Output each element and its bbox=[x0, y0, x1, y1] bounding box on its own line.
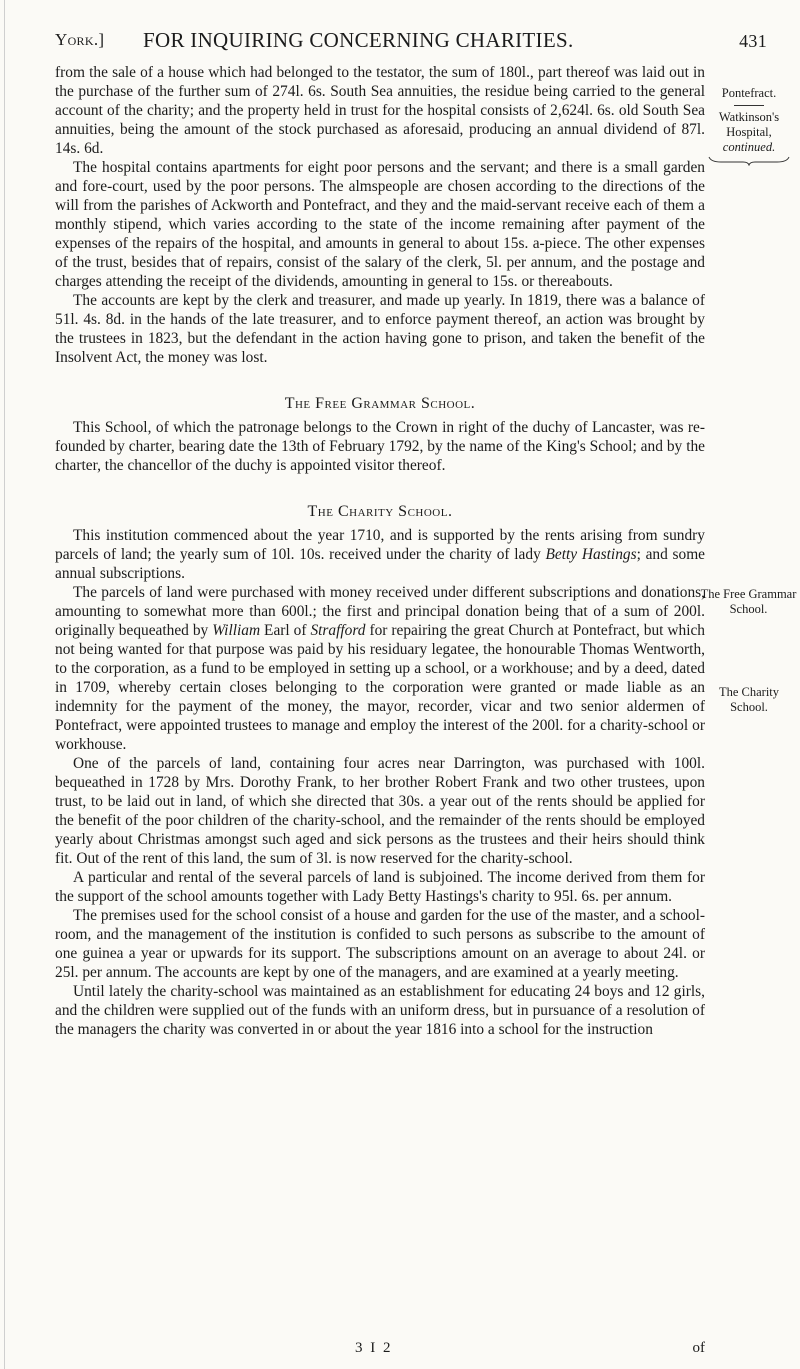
paragraph-dividend: from the sale of a house which had belonged to the testator, the sum of 180l., part thereof was laid out in the purchase of the further sum of 274l. 6s. South Sea annuities, the residue being carried to the general account of the charity; and the property held in trust for the hospital consists of 2,624l. 6s. old South Sea annuities, being the amount of the stock purchased as aforesaid, producing an annual dividend of 87l. 14s. 6d. bbox=[55, 64, 705, 157]
paragraph-land-parcels bbox=[55, 583, 705, 754]
section-heading-charity-school: The Charity School. bbox=[307, 503, 453, 520]
margin-note-free-grammar: The Free Grammar School. bbox=[700, 587, 797, 616]
section-heading-free-grammar: The Free Grammar School. bbox=[284, 395, 476, 412]
page-number: 431 bbox=[739, 31, 767, 51]
brace-icon bbox=[707, 156, 791, 166]
running-header bbox=[55, 28, 767, 52]
paragraph-uniform: Until lately the charity-school was maintained as an establishment for educating 24 boys and 12 girls, and the children were supplied out of the funds with an uniform dress, but in pursuance of a resolution of the managers the charity was converted in or about the year 1816 into a school for the instruction bbox=[55, 983, 705, 1038]
paragraph-hospital: The hospital contains apartments for eight poor persons and the servant; and there is a small garden and fore-court, used by the poor persons. The almspeople are chosen according to the directions of the will from the parishes of Ackworth and Pontefract, and they and the maid-servant receive each of them a monthly stipend, which varies according to the state of the income remaining after payment of the expenses of the repairs of the hospital, and amounts in general to about 15s. a-piece. The other expenses of the trust, besides that of repairs, consist of the salary of the clerk, 5l. per annum, and the postage and charges attending the receipt of the dividends, amounting in general to 15s. or thereabouts. bbox=[55, 159, 705, 290]
paragraph-free-grammar: This School, of which the patronage belongs to the Crown in right of the duchy of Lancaster, was re-founded by charter, bearing date the 13th of February 1792, by the name of the King's School; and by the charter, the chancellor of the duchy is appointed visitor thereof. bbox=[55, 419, 705, 474]
text-run: This institution commenced about the year 1710, and is supported by the rents arising from sundry parcels of land; the yearly sum of 10l. 10s. received under the charity of lady bbox=[55, 527, 705, 563]
header-title: FOR INQUIRING CONCERNING CHARITIES. bbox=[143, 28, 574, 52]
signature-mark: 3 I 2 bbox=[355, 1340, 393, 1356]
margin-watkinson-2: Hospital, bbox=[726, 125, 772, 139]
margin-pontefract: Pontefract. bbox=[721, 86, 777, 100]
paragraph-rental: A particular and rental of the several parcels of land is subjoined. The income derived from them for the support of the school amounts together with Lady Betty Hastings's charity to 95l. 6s. per annum. bbox=[55, 869, 705, 905]
paragraph-premises: The premises used for the school consist of a house and garden for the use of the master, and a school-room, and the management of the institution is confided to such persons as subscribe to the amount of one guinea a year or upwards for its support. The subscriptions amount on an average to about 24l. or 25l. per annum. The accounts are kept by one of the managers, and are examined at a yearly meeting. bbox=[55, 907, 705, 981]
text-run: Earl of bbox=[260, 622, 311, 639]
margin-watkinson-3: continued. bbox=[722, 140, 776, 154]
text-run: The parcels of land were purchased with money received under different subscriptions and donations, amounting to somewhat more than 600l.; the first and principal donation being that of a sum of 200l. originally bequeathed by bbox=[55, 584, 705, 639]
italic-name: Strafford bbox=[310, 622, 366, 639]
margin-note-charity-school: The Charity School. bbox=[718, 685, 780, 714]
page-footer bbox=[55, 1340, 705, 1360]
binding-edge bbox=[4, 0, 5, 1369]
paragraph-accounts: The accounts are kept by the clerk and treasurer, and made up yearly. In 1819, there was a balance of 51l. 4s. 8d. in the hands of the late treasurer, and to enforce payment thereof, an action was brought by the trustees in 1823, but the defendant in the action having gone to prison, and taken the benefit of the Insolvent Act, the money was lost. bbox=[55, 292, 705, 366]
italic-name: Betty Hastings bbox=[545, 546, 637, 563]
paragraph-darrington: One of the parcels of land, containing four acres near Darrington, was purchased with 100l. bequeathed in 1728 by Mrs. Dorothy Frank, to her brother Robert Frank and two other trustees, upon trust, to be laid out in land, of which she directed that 30s. a year out of the rents should be applied for the benefit of the poor children of the charity-school, and the remainder of the rents should be employed yearly about Christmas amongst such aged and sick persons as the trustees and their heirs should think fit. Out of the rent of this land, the sum of 3l. is now reserved for the charity-school. bbox=[55, 755, 705, 867]
margin-divider bbox=[734, 105, 764, 106]
italic-name: William bbox=[212, 622, 261, 639]
text-run: for repairing the great Church at Pontefract, but which not being wanted for that purpose was paid by his residuary legatee, the honourable Thomas Wentworth, to the corporation, as a fund to be employed in setting up a school, or a workhouse; and by a deed, dated in 1709, whereby certain closes belonging to the corporation were granted or made liable as an indemnity for the payment of the money, the mayor, recorder, vicar and two senior aldermen of Pontefract, were appointed trustees to manage and employ the interest of the 200l. for a charity-school or workhouse. bbox=[55, 622, 705, 753]
paragraph-charity-origin bbox=[55, 526, 705, 583]
text-run: ; and some annual subscriptions. bbox=[55, 546, 706, 582]
margin-note-watkinson bbox=[705, 86, 793, 170]
margin-watkinson-1: Watkinson's bbox=[718, 110, 780, 124]
catchword: of bbox=[692, 1340, 705, 1356]
header-county: York.] bbox=[55, 30, 105, 49]
main-text-column bbox=[55, 63, 705, 1039]
